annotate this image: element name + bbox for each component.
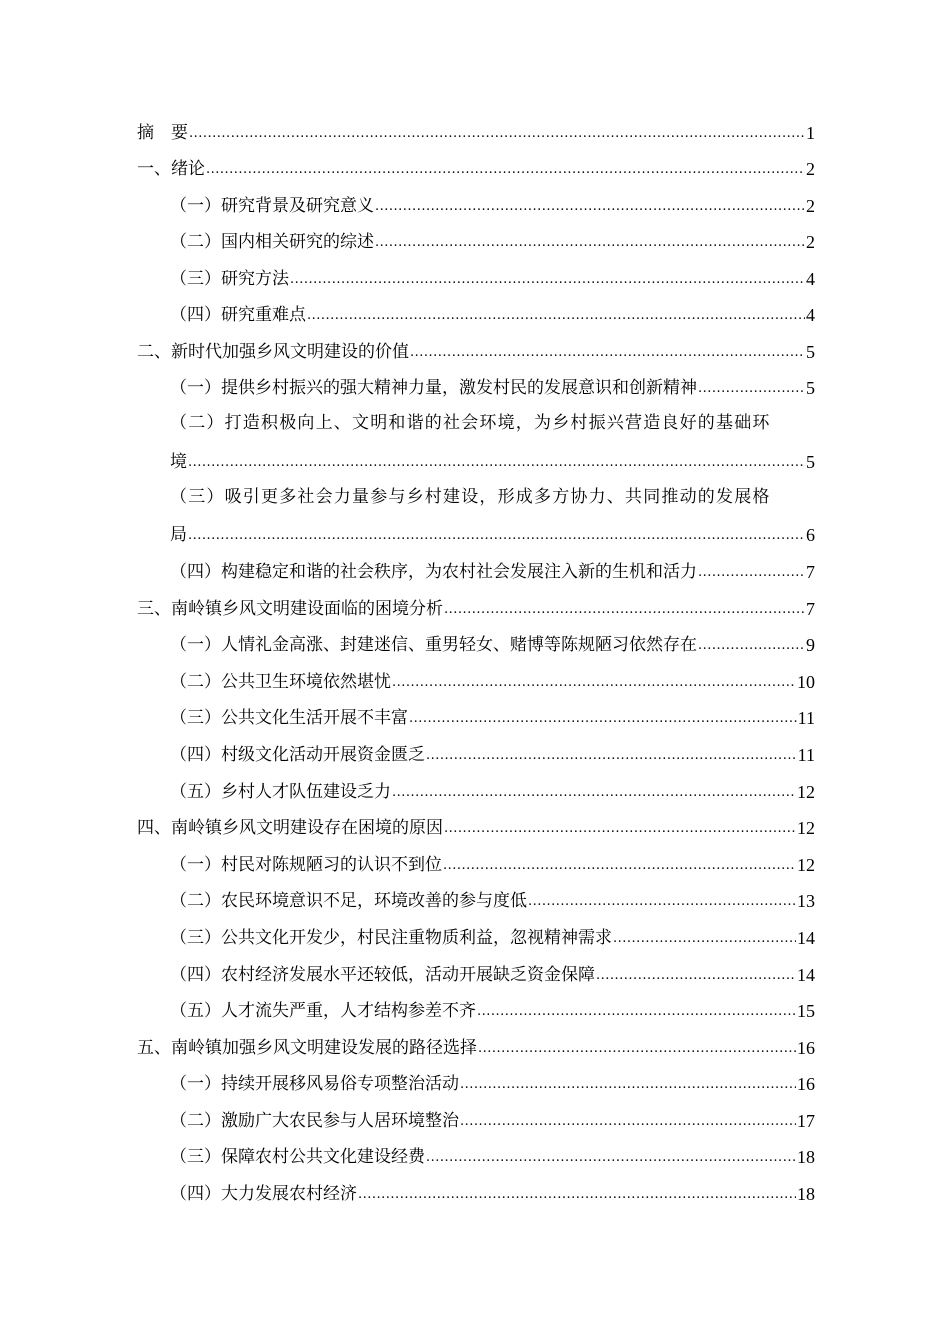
toc-entry-4-4[interactable] (170, 963, 815, 985)
dot-leader (188, 455, 805, 471)
toc-entry-title: （一）持续开展移风易俗专项整治活动 (170, 1074, 459, 1094)
dot-leader (460, 1114, 796, 1130)
toc-entry-title: （一）村民对陈规陋习的认识不到位 (170, 855, 442, 875)
dot-leader (206, 162, 805, 178)
dot-leader (698, 565, 805, 581)
toc-entry-5-2[interactable] (170, 1109, 815, 1131)
dot-leader (410, 345, 805, 361)
toc-entry-title: 二、新时代加强乡风文明建设的价值 (137, 342, 409, 362)
toc-entry-title: （五）乡村人才队伍建设乏力 (170, 782, 391, 802)
toc-entry-4-3[interactable] (170, 926, 815, 948)
toc-page-number: 17 (797, 1111, 815, 1131)
toc-entry-title: 四、南岭镇乡风文明建设存在困境的原因 (137, 818, 443, 838)
toc-page-number: 14 (797, 965, 815, 985)
dot-leader (358, 1187, 796, 1203)
dot-leader (444, 821, 796, 837)
toc-page-number: 7 (806, 599, 815, 619)
dot-leader (460, 1077, 796, 1093)
toc-page-number: 18 (797, 1147, 815, 1167)
toc-entry-title: （四）农村经济发展水平还较低，活动开展缺乏资金保障 (170, 965, 595, 985)
toc-entry-title: （四）研究重难点 (170, 305, 306, 325)
toc-entry-chapter-4[interactable] (137, 816, 815, 838)
dot-leader (392, 785, 796, 801)
dot-leader (528, 894, 796, 910)
toc-entry-5-1[interactable] (170, 1072, 815, 1094)
toc-entry-title: （三）保障农村公共文化建设经费 (170, 1147, 425, 1167)
toc-page-number: 11 (797, 745, 815, 765)
toc-entry-2-3[interactable] (170, 523, 815, 545)
dot-leader (477, 1004, 796, 1020)
toc-page-number: 16 (797, 1038, 815, 1058)
toc-entry-1-2[interactable] (170, 230, 815, 252)
toc-page-number: 5 (806, 452, 815, 472)
toc-entry-2-4[interactable] (170, 560, 815, 582)
dot-leader (375, 199, 805, 215)
toc-entry-title: 一、绪论 (137, 159, 205, 179)
dot-leader (426, 1150, 796, 1166)
toc-entry-title: （三）公共文化开发少，村民注重物质利益，忽视精神需求 (170, 928, 612, 948)
dot-leader (189, 126, 805, 142)
toc-entry-1-4[interactable] (170, 303, 815, 325)
toc-page-number: 12 (797, 855, 815, 875)
toc-entry-4-5[interactable] (170, 999, 815, 1021)
toc-entry-chapter-2[interactable] (137, 340, 815, 362)
toc-entry-2-2[interactable] (170, 450, 815, 472)
toc-page-number: 13 (797, 891, 815, 911)
toc-page-number: 5 (806, 342, 815, 362)
toc-entry-5-4[interactable] (170, 1182, 815, 1204)
toc-page-number: 11 (797, 708, 815, 728)
toc-page-number: 2 (806, 232, 815, 252)
toc-entry-title: （一）研究背景及研究意义 (170, 196, 374, 216)
dot-leader (444, 602, 805, 618)
dot-leader (307, 308, 805, 324)
toc-entry-2-1[interactable] (170, 376, 815, 398)
toc-entry-title: （三）公共文化生活开展不丰富 (170, 708, 408, 728)
toc-entry-title: （二）公共卫生环境依然堪忧 (170, 672, 391, 692)
toc-page-number: 1 (806, 123, 815, 143)
dot-leader (478, 1041, 796, 1057)
toc-entry-title: （三）研究方法 (170, 269, 289, 289)
dot-leader (375, 235, 805, 251)
toc-entry-title: （四）村级文化活动开展资金匮乏 (170, 745, 425, 765)
toc-page-number: 2 (806, 159, 815, 179)
toc-page-number: 9 (806, 635, 815, 655)
toc-page-number: 6 (806, 525, 815, 545)
toc-entry-title: （二）激励广大农民参与人居环境整治 (170, 1111, 459, 1131)
toc-entry-2-2-line1[interactable]: （二）打造积极向上、文明和谐的社会环境，为乡村振兴营造良好的基础环 (170, 413, 771, 433)
dot-leader (698, 381, 805, 397)
toc-page-number: 18 (797, 1184, 815, 1204)
toc-entry-1-1[interactable] (170, 194, 815, 216)
toc-page-number: 12 (797, 818, 815, 838)
toc-entry-title: （四）大力发展农村经济 (170, 1184, 357, 1204)
dot-leader (443, 858, 796, 874)
toc-entry-title: （五）人才流失严重，人才结构参差不齐 (170, 1001, 476, 1021)
toc-entry-2-3-line1[interactable]: （三）吸引更多社会力量参与乡村建设，形成多方协力、共同推动的发展格 (170, 487, 771, 507)
toc-page-number: 15 (797, 1001, 815, 1021)
toc-page-number: 2 (806, 196, 815, 216)
toc-entry-3-1[interactable] (170, 633, 815, 655)
toc-entry-title: 五、南岭镇加强乡风文明建设发展的路径选择 (137, 1038, 477, 1058)
toc-entry-1-3[interactable] (170, 267, 815, 289)
dot-leader (290, 272, 805, 288)
toc-page-number: 16 (797, 1074, 815, 1094)
toc-entry-3-5[interactable] (170, 780, 815, 802)
toc-entry-chapter-3[interactable] (137, 597, 815, 619)
toc-entry-abstract[interactable] (137, 121, 815, 143)
dot-leader (426, 748, 797, 764)
toc-entry-title: （二）国内相关研究的综述 (170, 232, 374, 252)
toc-entry-4-1[interactable] (170, 853, 815, 875)
toc-entry-title: 摘 要 (137, 123, 188, 143)
toc-entry-chapter-1[interactable] (137, 157, 815, 179)
dot-leader (409, 711, 797, 727)
toc-entry-4-2[interactable] (170, 889, 815, 911)
dot-leader (613, 931, 796, 947)
toc-entry-3-3[interactable] (170, 706, 815, 728)
toc-page-number: 4 (806, 305, 815, 325)
toc-entry-3-2[interactable] (170, 670, 815, 692)
dot-leader (596, 968, 796, 984)
toc-page-number: 14 (797, 928, 815, 948)
toc-page-number: 7 (806, 562, 815, 582)
toc-page-number: 10 (797, 672, 815, 692)
toc-page-number: 12 (797, 782, 815, 802)
toc-entry-chapter-5[interactable] (137, 1036, 815, 1058)
toc-entry-title: 局 (170, 525, 187, 545)
dot-leader (698, 638, 805, 654)
toc-entry-title: （二）农民环境意识不足，环境改善的参与度低 (170, 891, 527, 911)
toc-entry-3-4[interactable] (170, 743, 815, 765)
dot-leader (392, 675, 796, 691)
toc-entry-title: （一）人情礼金高涨、封建迷信、重男轻女、赌博等陈规陋习依然存在 (170, 635, 697, 655)
dot-leader (188, 528, 805, 544)
toc-entry-5-3[interactable] (170, 1145, 815, 1167)
toc-page-number: 5 (806, 378, 815, 398)
toc-entry-title: （四）构建稳定和谐的社会秩序，为农村社会发展注入新的生机和活力 (170, 562, 697, 582)
toc-entry-title: （一）提供乡村振兴的强大精神力量，激发村民的发展意识和创新精神 (170, 378, 697, 398)
toc-entry-title: 境 (170, 452, 187, 472)
toc-page-number: 4 (806, 269, 815, 289)
toc-entry-title: 三、南岭镇乡风文明建设面临的困境分析 (137, 599, 443, 619)
